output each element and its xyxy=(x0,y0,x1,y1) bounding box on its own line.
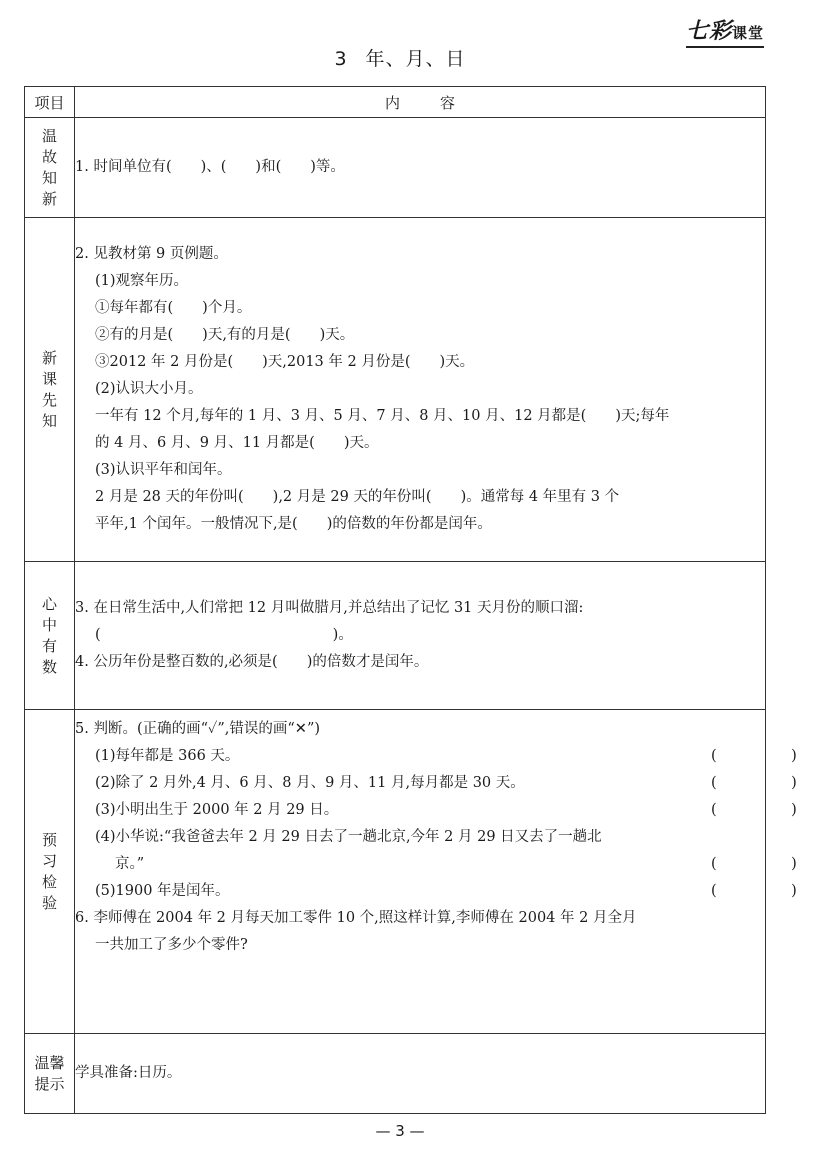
lesson-number: 3 xyxy=(334,48,348,70)
sub-1-a: ①每年都有( )个月。 xyxy=(95,300,252,316)
label-new-lesson: 新 课 先 知 xyxy=(25,218,75,562)
brand-text: 课堂 xyxy=(731,24,764,42)
section-tips xyxy=(25,1034,766,1114)
content-new-lesson xyxy=(75,218,766,562)
sub-3-line1: 2 月是 28 天的年份叫( ),2 月是 29 天的年份叫( )。通常每 4 年里有 3 个 xyxy=(95,489,620,505)
content-tips: 学具准备:日历。 xyxy=(75,1034,766,1114)
section-new-lesson xyxy=(25,218,766,562)
table-header-row xyxy=(25,87,766,118)
sub-2-title: (2)认识大小月。 xyxy=(95,381,203,397)
section-in-mind xyxy=(25,562,766,710)
judgment-row: (4)小华说:“我爸爸去年 2 月 29 日去了一趟北京,今年 2 月 29 日又去了一趟北 xyxy=(95,829,602,845)
content-review xyxy=(75,118,766,218)
question-1: 1. 时间单位有( )、( )和( )等。 xyxy=(75,159,345,175)
label-in-mind: 心 中 有 数 xyxy=(25,562,75,710)
lesson-title: 年、月、日 xyxy=(365,48,466,70)
question-3-blank: ( )。 xyxy=(95,627,353,643)
label-tips: 温馨 提示 xyxy=(25,1034,75,1114)
question-4: 4. 公历年份是整百数的,必须是( )的倍数才是闰年。 xyxy=(75,654,429,670)
content-preview-check xyxy=(75,710,827,1034)
brand-script: 七彩 xyxy=(685,19,732,44)
question-2: 2. 见教材第 9 页例题。 xyxy=(75,246,228,262)
question-6-line2: 一共加工了多少个零件? xyxy=(95,937,248,953)
brand-logo xyxy=(686,14,764,48)
worksheet-table xyxy=(24,86,827,1114)
sub-3-title: (3)认识平年和闰年。 xyxy=(95,462,232,478)
judgment-row: (5)1900 年是闰年。 ( ) xyxy=(95,883,827,899)
judgment-row: (3)小明出生于 2000 年 2 月 29 日。 ( ) xyxy=(95,802,827,818)
label-preview-check: 预 习 检 验 xyxy=(25,710,75,1034)
section-preview-check xyxy=(25,710,766,1034)
label-review: 温 故 知 新 xyxy=(25,118,75,218)
sub-1-c: ③2012 年 2 月份是( )天,2013 年 2 月份是( )天。 xyxy=(95,354,475,370)
sub-3-line2: 平年,1 个闰年。一般情况下,是( )的倍数的年份都是闰年。 xyxy=(95,516,492,532)
header-item: 项目 xyxy=(25,87,75,118)
page-number: — 3 — xyxy=(375,1122,425,1140)
judgment-row: (2)除了 2 月外,4 月、6 月、8 月、9 月、11 月,每月都是 30 天。 ( ) xyxy=(95,775,827,791)
content-in-mind xyxy=(75,562,766,710)
question-5: 5. 判断。(正确的画“✓”,错误的画“✕”) xyxy=(75,721,321,737)
section-review xyxy=(25,118,766,218)
sub-2-line1: 一年有 12 个月,每年的 1 月、3 月、5 月、7 月、8 月、10 月、12 月都是( )天;每年 xyxy=(95,408,670,424)
sub-2-line2: 的 4 月、6 月、9 月、11 月都是( )天。 xyxy=(95,435,379,451)
judgment-row: (1)每年都是 366 天。 ( ) xyxy=(95,748,827,764)
question-6: 6. 李师傅在 2004 年 2 月每天加工零件 10 个,照这样计算,李师傅在 2004 年 2 月全月 xyxy=(75,910,637,926)
judgment-row: 京。” ( ) xyxy=(115,856,827,872)
header-content: 内容 xyxy=(75,87,766,118)
sub-1-b: ②有的月是( )天,有的月是( )天。 xyxy=(95,327,355,343)
question-3: 3. 在日常生活中,人们常把 12 月叫做腊月,并总结出了记忆 31 天月份的顺口溜: xyxy=(75,600,584,616)
page-title xyxy=(0,44,800,71)
sub-1-title: (1)观察年历。 xyxy=(95,273,189,289)
